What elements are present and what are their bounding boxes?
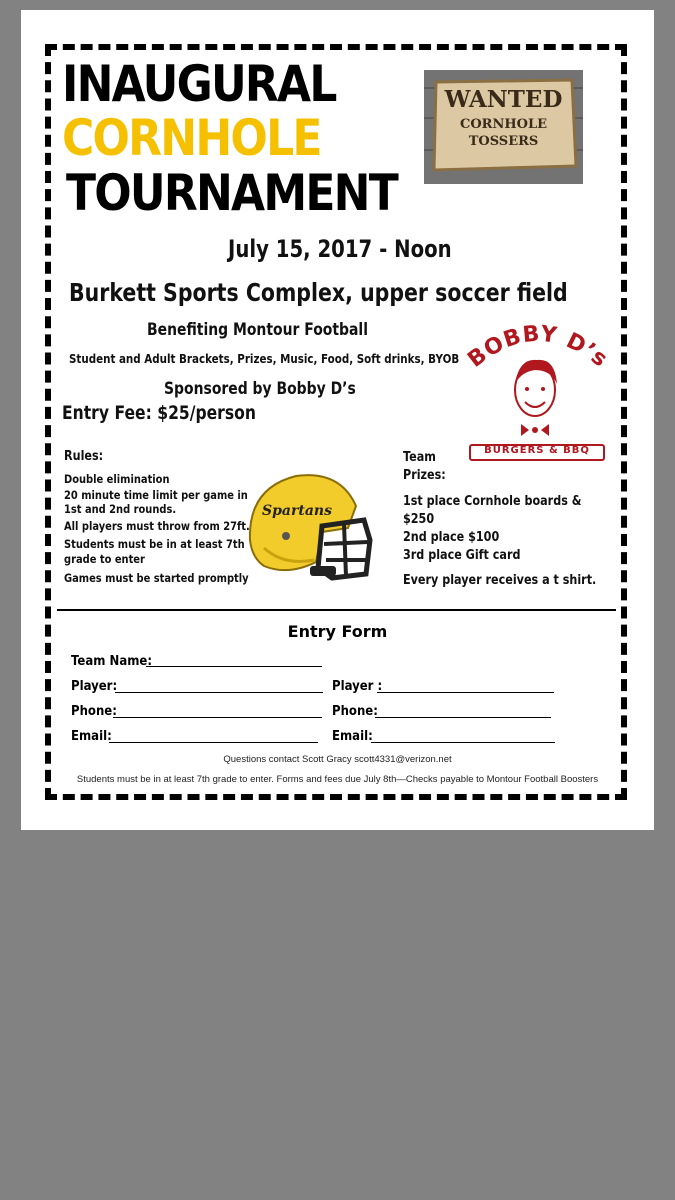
cut-line — [57, 609, 616, 611]
prize-item: $250 — [403, 512, 435, 527]
email-1-label: Email: — [71, 729, 112, 744]
contact-note: Questions contact Scott Gracy scott4331@verizon.net — [223, 754, 452, 765]
prizes-heading-team: Team — [403, 450, 436, 465]
bobby-ds-face-icon — [463, 314, 613, 464]
wanted-sign-line-3: TOSSERS — [468, 134, 539, 149]
helmet-text: Spartans — [262, 503, 332, 519]
phone-1-label: Phone: — [71, 704, 117, 719]
team-name-field[interactable] — [146, 666, 322, 667]
rules-item: Double elimination — [64, 472, 170, 486]
rules-item: 20 minute time limit per game in — [64, 488, 248, 502]
title-line-3: TOURNAMENT — [66, 164, 397, 222]
bobby-ds-logo — [463, 314, 613, 464]
player-1-label: Player: — [71, 679, 118, 694]
entry-form-heading: Entry Form — [287, 622, 388, 641]
player-2-field[interactable] — [377, 692, 554, 693]
email-2-label: Email: — [332, 729, 373, 744]
rules-item: Students must be in at least 7th — [64, 537, 245, 551]
sponsor-tagline: BURGERS & BBQ — [484, 445, 590, 456]
svg-text:BOBBY D’s: BOBBY D’s — [463, 321, 613, 373]
wanted-sign-line-2: CORNHOLE — [459, 117, 547, 132]
prize-item: 3rd place Gift card — [403, 548, 521, 563]
event-details: Student and Adult Brackets, Prizes, Music, Food, Soft drinks, BYOB — [69, 352, 460, 366]
rules-heading: Rules: — [64, 449, 104, 464]
phone-2-field[interactable] — [375, 717, 551, 718]
entry-fee: Entry Fee: $25/person — [62, 402, 256, 424]
form-footer: Students must be in at least 7th grade to enter. Forms and fees due July 8th—Checks payable to Montour Football Boosters — [76, 774, 599, 785]
event-date: July 15, 2017 - Noon — [228, 235, 452, 263]
wanted-sign-line-1: WANTED — [444, 86, 563, 113]
email-1-field[interactable] — [109, 742, 318, 743]
title-line-1: INAUGURAL — [62, 55, 336, 113]
email-2-field[interactable] — [371, 742, 555, 743]
phone-2-label: Phone: — [332, 704, 378, 719]
prizes-heading: Prizes: — [403, 468, 446, 483]
prize-item: 2nd place $100 — [403, 530, 500, 545]
event-location: Burkett Sports Complex, upper soccer field — [69, 278, 568, 307]
prizes-footer: Every player receives a t shirt. — [403, 573, 597, 588]
rules-item: All players must throw from 27ft. — [64, 519, 250, 533]
event-sponsor: Sponsored by Bobby D’s — [164, 379, 356, 399]
event-benefiting: Benefiting Montour Football — [147, 320, 368, 340]
rules-item: 1st and 2nd rounds. — [64, 502, 177, 516]
rules-item: Games must be started promptly — [64, 571, 249, 585]
spartans-helmet-image — [244, 470, 374, 588]
prize-item: 1st place Cornhole boards & — [403, 494, 582, 509]
player-2-label: Player : — [332, 679, 383, 694]
rules-item: grade to enter — [64, 552, 145, 566]
player-1-field[interactable] — [115, 692, 323, 693]
team-name-label: Team Name: — [71, 654, 153, 669]
wanted-sign-image — [424, 70, 583, 184]
phone-1-field[interactable] — [113, 717, 322, 718]
football-helmet-icon — [244, 470, 374, 588]
title-line-2: CORNHOLE — [62, 109, 321, 167]
